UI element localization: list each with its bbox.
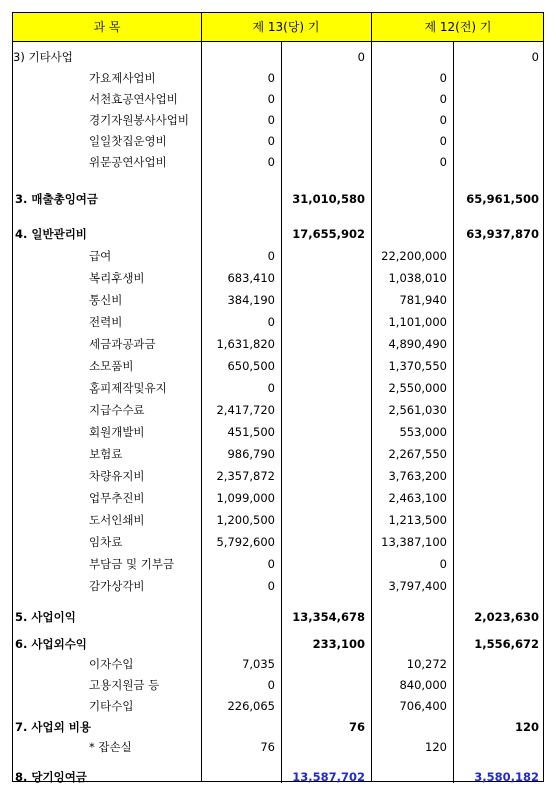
prior-total-value [455, 290, 539, 310]
current-total-value [283, 378, 365, 398]
section-label: 4. 일반관리비 [15, 227, 87, 241]
prior-detail-value: 0 [439, 113, 447, 127]
item-label: 가요제사업비 [89, 71, 156, 85]
prior-total-value [455, 89, 539, 109]
prior-total-value [455, 576, 539, 596]
current-total-value [283, 89, 365, 109]
item-label: 임차료 [89, 535, 123, 549]
current-detail-value: 0 [267, 557, 275, 571]
current-detail-value: 76 [260, 740, 275, 754]
item-label: 세금과공과금 [89, 337, 156, 351]
prior-detail-value: 706,400 [399, 699, 447, 713]
current-total-value [283, 290, 365, 310]
divider-current-inner [281, 42, 282, 783]
current-total-value [283, 312, 365, 332]
prior-total-value [455, 532, 539, 552]
prior-total-value [455, 378, 539, 398]
current-total-value [283, 422, 365, 442]
current-total-value [283, 488, 365, 508]
prior-detail-value: 120 [425, 740, 447, 754]
current-detail-value: 1,200,500 [216, 513, 275, 527]
prior-detail-value: 0 [439, 557, 447, 571]
section-label: 5. 사업이익 [15, 610, 76, 624]
prior-detail-value [373, 607, 447, 627]
current-total-value [283, 737, 365, 757]
prior-total-value [455, 422, 539, 442]
item-label: 경기자원봉사사업비 [89, 113, 189, 127]
current-detail-value: 0 [267, 315, 275, 329]
item-label: 고용지원금 등 [89, 678, 160, 692]
current-detail-value: 0 [267, 134, 275, 148]
prior-total-value: 1,556,672 [474, 637, 539, 651]
prior-total-value: 3,580,182 [474, 770, 539, 784]
prior-detail-value [373, 47, 447, 67]
prior-total-value: 65,961,500 [466, 192, 539, 206]
current-total-value [283, 510, 365, 530]
current-total-value [283, 444, 365, 464]
prior-detail-value: 0 [439, 92, 447, 106]
item-label: 전력비 [89, 315, 123, 329]
current-detail-value: 0 [267, 92, 275, 106]
prior-detail-value: 4,890,490 [388, 337, 447, 351]
item-label: 기타수입 [89, 699, 134, 713]
prior-total-value [455, 152, 539, 172]
item-label: 회원개발비 [89, 425, 145, 439]
current-detail-value [203, 717, 275, 737]
prior-detail-value [373, 634, 447, 654]
income-statement-table [12, 12, 544, 782]
prior-total-value [455, 488, 539, 508]
prior-detail-value: 13,387,100 [381, 535, 447, 549]
current-total-value [283, 131, 365, 151]
item-label: 급여 [89, 249, 112, 263]
prior-detail-value: 553,000 [399, 425, 447, 439]
prior-total-value [455, 654, 539, 674]
current-total-value [283, 246, 365, 266]
divider-subject [201, 13, 202, 781]
header-subject: 과 목 [93, 20, 121, 34]
table-header [13, 13, 543, 42]
current-total-value [283, 466, 365, 486]
prior-detail-value: 2,463,100 [388, 491, 447, 505]
current-total-value [283, 68, 365, 88]
item-label: 소모품비 [89, 359, 134, 373]
section-label: 7. 사업외 비용 [15, 720, 91, 734]
prior-total-value [455, 444, 539, 464]
current-total-value [283, 532, 365, 552]
section-label: 8. 당기잉여금 [15, 770, 87, 784]
prior-total-value [455, 246, 539, 266]
current-detail-value: 683,410 [227, 271, 275, 285]
prior-total-value [455, 554, 539, 574]
item-label: 이자수입 [89, 657, 134, 671]
prior-detail-value [373, 189, 447, 209]
prior-total-value [455, 68, 539, 88]
item-label: 도서인쇄비 [89, 513, 145, 527]
current-detail-value [203, 47, 275, 67]
current-detail-value: 0 [267, 249, 275, 263]
current-total-value [283, 110, 365, 130]
divider-prior-inner [453, 42, 454, 783]
current-detail-value: 0 [267, 579, 275, 593]
current-total-value: 13,354,678 [292, 610, 365, 624]
prior-detail-value: 0 [439, 155, 447, 169]
current-total-value [283, 356, 365, 376]
prior-detail-value: 22,200,000 [381, 249, 447, 263]
prior-detail-value: 781,940 [399, 293, 447, 307]
prior-detail-value: 3,763,200 [388, 469, 447, 483]
item-label: 홈피제작및유지 [89, 381, 167, 395]
item-label: 통신비 [89, 293, 123, 307]
prior-total-value: 2,023,630 [474, 610, 539, 624]
item-label: * 잡손실 [89, 740, 132, 754]
current-total-value [283, 675, 365, 695]
current-detail-value: 0 [267, 155, 275, 169]
prior-total-value [455, 110, 539, 130]
item-label: 서천효공연사업비 [89, 92, 178, 106]
item-label: 위문공연사업비 [89, 155, 167, 169]
prior-detail-value: 840,000 [399, 678, 447, 692]
item-label: 차량유지비 [89, 469, 145, 483]
item-label: 일일찻집운영비 [89, 134, 167, 148]
prior-detail-value: 1,213,500 [388, 513, 447, 527]
current-detail-value: 0 [267, 71, 275, 85]
current-detail-value: 0 [267, 381, 275, 395]
current-detail-value: 451,500 [227, 425, 275, 439]
current-detail-value [203, 607, 275, 627]
prior-total-value [455, 675, 539, 695]
prior-detail-value [373, 224, 447, 244]
prior-total-value [455, 312, 539, 332]
item-label: 지급수수료 [89, 403, 145, 417]
prior-detail-value: 1,101,000 [388, 315, 447, 329]
prior-detail-value: 2,561,030 [388, 403, 447, 417]
prior-total-value: 0 [531, 50, 539, 64]
header-prior-period: 제 12(전) 기 [424, 20, 492, 34]
current-detail-value: 2,357,872 [216, 469, 275, 483]
prior-detail-value: 0 [439, 134, 447, 148]
current-total-value: 0 [357, 50, 365, 64]
item-label: 부담금 및 기부금 [89, 557, 175, 571]
section-label: 6. 사업외수익 [15, 637, 87, 651]
current-total-value [283, 696, 365, 716]
current-detail-value: 5,792,600 [216, 535, 275, 549]
prior-detail-value: 0 [439, 71, 447, 85]
current-total-value: 31,010,580 [292, 192, 365, 206]
current-detail-value: 384,190 [227, 293, 275, 307]
current-detail-value: 7,035 [242, 657, 275, 671]
current-detail-value: 650,500 [227, 359, 275, 373]
section-label: 3. 매출총잉여금 [15, 192, 99, 206]
prior-total-value [455, 510, 539, 530]
prior-total-value [455, 696, 539, 716]
prior-total-value [455, 737, 539, 757]
current-detail-value [203, 189, 275, 209]
current-total-value [283, 400, 365, 420]
prior-total-value: 63,937,870 [466, 227, 539, 241]
item-label: 복리후생비 [89, 271, 145, 285]
current-detail-value: 986,790 [227, 447, 275, 461]
prior-detail-value: 10,272 [406, 657, 447, 671]
item-label: 감가상각비 [89, 579, 145, 593]
item-label: 3) 기타사업 [13, 50, 73, 64]
current-detail-value [203, 634, 275, 654]
prior-total-value [455, 400, 539, 420]
prior-total-value [455, 356, 539, 376]
item-label: 보험료 [89, 447, 123, 461]
prior-detail-value: 2,550,000 [388, 381, 447, 395]
prior-total-value: 120 [514, 720, 539, 734]
prior-total-value [455, 334, 539, 354]
prior-detail-value [373, 767, 447, 787]
prior-total-value [455, 131, 539, 151]
prior-detail-value [373, 717, 447, 737]
prior-detail-value: 3,797,400 [388, 579, 447, 593]
current-detail-value [203, 767, 275, 787]
item-label: 업무추진비 [89, 491, 145, 505]
current-detail-value: 0 [267, 678, 275, 692]
current-total-value [283, 152, 365, 172]
prior-detail-value: 1,038,010 [388, 271, 447, 285]
current-detail-value: 1,631,820 [216, 337, 275, 351]
current-total-value [283, 334, 365, 354]
current-total-value: 76 [348, 720, 365, 734]
current-detail-value: 226,065 [227, 699, 275, 713]
prior-detail-value: 2,267,550 [388, 447, 447, 461]
current-detail-value: 0 [267, 113, 275, 127]
prior-detail-value: 1,370,550 [388, 359, 447, 373]
prior-total-value [455, 268, 539, 288]
header-current-period: 제 13(당) 기 [252, 20, 320, 34]
current-detail-value: 1,099,000 [216, 491, 275, 505]
current-total-value: 13,587,702 [292, 770, 365, 784]
current-detail-value: 2,417,720 [216, 403, 275, 417]
current-total-value [283, 654, 365, 674]
current-total-value [283, 268, 365, 288]
current-total-value: 233,100 [312, 637, 365, 651]
current-total-value [283, 554, 365, 574]
prior-total-value [455, 466, 539, 486]
current-total-value [283, 576, 365, 596]
divider-periods [371, 13, 372, 781]
current-total-value: 17,655,902 [292, 227, 365, 241]
current-detail-value [203, 224, 275, 244]
